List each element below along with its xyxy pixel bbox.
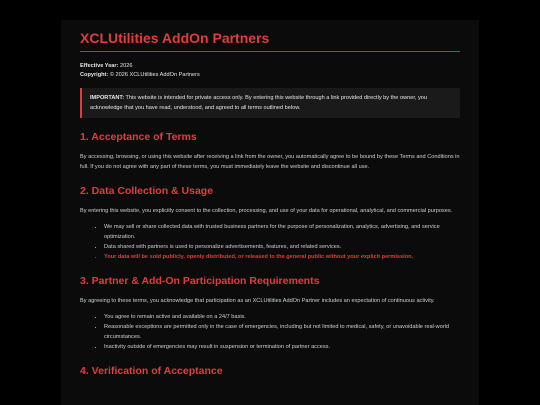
terms-document [61, 20, 479, 405]
section-heading-verification: 4. Verification of Acceptance [80, 365, 223, 377]
page-title: XCLUtilities AddOn Partners [80, 29, 460, 52]
document-meta [80, 62, 460, 80]
notice-text: This website is intended for private access only. By entering this website through a link provided directly by the owner, you acknowledge that you have read, understood, and agreed to all terms outlined below. [90, 95, 428, 111]
effective-year [80, 62, 460, 71]
section-body-data-collection: By entering this website, you explicitly consent to the collection, processing, and use of your data for operational, analytical, and commercial purposes. [80, 208, 453, 214]
section-heading-partner-requirements: 3. Partner & Add-On Participation Requirements [80, 275, 320, 287]
copyright [80, 71, 460, 80]
partner-requirements-list [80, 312, 460, 352]
section-body-partner-requirements: By agreeing to these terms, you acknowledge that participation as an XCLUtilities AddOn Partner includes an expectation of continuous activity. [80, 298, 435, 304]
list-item: • We may sell or share collected data with trusted business partners for the purpose of personalization, analytics, advertising, and service optimization. [104, 222, 460, 242]
data-collection-list [80, 222, 460, 262]
list-item-warning: • Your data will be sold publicly, openly distributed, or released to the general public without your explicit permission. [104, 252, 460, 262]
list-item: • Inactivity outside of emergencies may result in suspension or termination of partner access. [104, 342, 460, 352]
section-body-acceptance: By accessing, browsing, or using this website after receiving a link from the owner, you automatically agree to be bound by these Terms and Conditions in full. If you do not agree with any part of these terms, you must immediately leave the website and discontinue all use. [80, 154, 460, 170]
effective-year-value: 2026 [120, 63, 133, 69]
section-heading-acceptance: 1. Acceptance of Terms [80, 131, 197, 143]
list-item: • You agree to remain active and available on a 24/7 basis. [104, 312, 460, 322]
effective-year-label: Effective Year: [80, 63, 119, 69]
section-heading-data-collection: 2. Data Collection & Usage [80, 185, 214, 197]
notice-label: IMPORTANT: [90, 95, 125, 101]
important-notice [80, 88, 460, 118]
copyright-label: Copyright: [80, 72, 109, 78]
list-item: • Reasonable exceptions are permitted only in the case of emergencies, including but not limited to medical, safety, or unavoidable real-world circumstances. [104, 322, 460, 342]
list-item: • Data shared with partners is used to personalize advertisements, features, and related services. [104, 242, 460, 252]
copyright-value: © 2026 XCLUtilities AddOn Partners [109, 72, 200, 78]
